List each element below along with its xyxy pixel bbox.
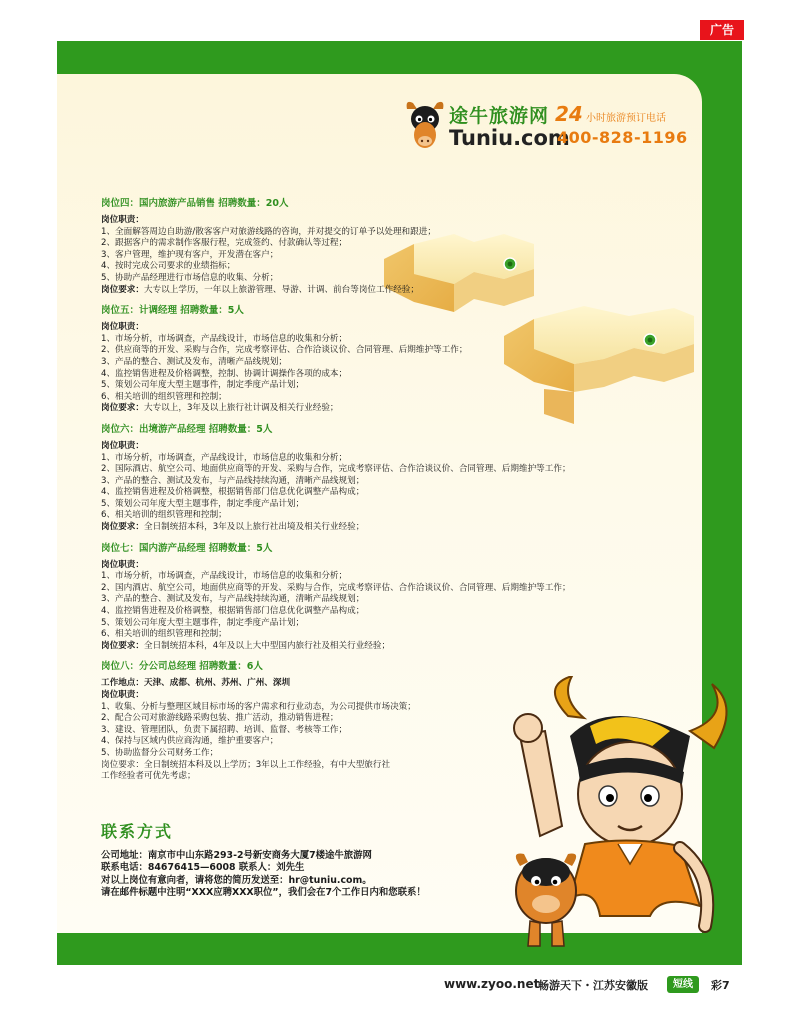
job-item — [101, 304, 701, 415]
duties-label: 岗位职责： — [101, 690, 144, 700]
requirement — [101, 285, 701, 297]
brand-name-en: Tuniu.com — [449, 126, 570, 150]
duty-line: 6、相关培训的组织管理和控制； — [101, 629, 227, 640]
brand-name-cn: 途牛旅游网 — [449, 105, 550, 127]
footer-section-badge: 短线 — [667, 976, 699, 993]
req-label: 岗位要求： — [101, 522, 144, 533]
hotline-label: 小时旅游预订电话 — [586, 113, 666, 124]
requirement — [101, 403, 701, 415]
req-text: 全日制统招本科，4年及以上大中型国内旅行社及相关行业经验； — [143, 640, 391, 651]
duties-label: 岗位职责： — [101, 215, 144, 225]
hotline-24: 24 — [555, 102, 583, 126]
duty-line: 4、监控销售进程及价格调整，根据销售部门信息优化调整产品构成； — [101, 606, 365, 617]
duty-line: 3、产品的整合、测试及发布，清晰产品线规划； — [101, 356, 287, 367]
duty-line: 1、市场分析，市场调查，产品线设计，市场信息的收集和分析； — [101, 333, 348, 344]
req-text: 全日制统招本科及以上学历；3年以上工作经验，有中大型旅行社 — [143, 759, 391, 770]
contact-address: 公司地址：南京市中山东路293-2号新安商务大厦7楼途牛旅游网 — [101, 850, 372, 861]
job-title: 岗位四：国内旅游产品销售 招聘数量：20人 — [101, 198, 289, 209]
duty-line: 1、市场分析，市场调查，产品线设计，市场信息的收集和分析； — [101, 452, 348, 463]
duty-line: 6、相关培训的组织管理和控制； — [101, 391, 227, 402]
req-text: 大专以上学历，一年以上旅游管理、导游、计调、前台等岗位工作经验； — [143, 284, 419, 295]
duty-line: 4、监控销售进程及价格调整，控制、协调计调操作各项的成本； — [101, 368, 348, 379]
duty-line: 3、客户管理，维护现有客户，开发潜在客户； — [101, 249, 279, 260]
ad-tag: 广告 — [700, 20, 744, 40]
duty-line: 3、建设、管理团队，负责下属招聘、培训、监督、考核等工作； — [101, 724, 348, 735]
duty-line: 1、全面解答周边自助游/散客客户对旅游线路的咨询，并对提交的订单予以处理和跟进； — [101, 226, 436, 237]
page-footer — [0, 972, 800, 998]
duties-label: 岗位职责： — [101, 440, 144, 451]
footer-site-link[interactable]: www.zyoo.net — [444, 977, 540, 991]
duties-label: 岗位职责： — [101, 322, 144, 333]
hotline-number: 400-828-1196 — [557, 128, 688, 147]
mascot-illustration — [500, 676, 760, 956]
duty-line: 2、供应商等的开发、采购与合作，完成考察评估、合作洽谈议价、合同管理、后期维护等工作； — [101, 345, 468, 356]
contact-phone: 联系电话：84676415—6008 联系人：刘先生 — [101, 862, 305, 874]
job-item — [101, 542, 701, 653]
req-label: 岗位要求： — [101, 640, 144, 651]
duties-label: 岗位职责： — [101, 559, 144, 570]
duty-line: 3、产品的整合、测试及发布，与产品线持续沟通，清晰产品线规划； — [101, 594, 365, 605]
footer-page-number: 彩7 — [711, 979, 730, 992]
contact-email[interactable]: 对以上岗位有意向者，请将您的简历发送至：hr@tuniu.com。 — [101, 874, 372, 886]
contact-title: 联系方式 — [101, 822, 174, 841]
duty-line: 6、相关培训的组织管理和控制； — [101, 510, 227, 521]
duty-line: 4、按时完成公司要求的业绩指标； — [101, 261, 236, 272]
duty-line: 2、跟据客户的需求制作客服行程，完成签约、付款确认等过程； — [101, 238, 348, 249]
footer-magazine: 畅游天下・江苏安徽版 — [538, 979, 648, 992]
duty-line: 2、配合公司对旅游线路采购包装、推广活动，推动销售进程； — [101, 713, 339, 724]
brand-logo[interactable] — [405, 99, 702, 159]
requirement-cont: 工作经验者可优先考虑； — [101, 771, 196, 782]
req-text: 大专以上，3年及以上旅行社计调及相关行业经验； — [143, 403, 339, 414]
duty-line: 1、收集、分析与整理区域目标市场的客户需求和行业动态，为公司提供市场决策； — [101, 701, 416, 712]
duty-line: 2、国际酒店、航空公司、地面供应商等的开发、采购与合作，完成考察评估、合作洽谈议价、合同管理、后期维护等工作； — [101, 464, 571, 475]
duty-line: 5、协助监督分公司财务工作； — [101, 747, 219, 758]
job-item — [101, 197, 701, 296]
job-title: 岗位五：计调经理 招聘数量：5人 — [101, 305, 244, 317]
req-label: 岗位要求： — [101, 759, 144, 770]
contact-note: 请在邮件标题中注明“XXX应聘XXX职位”，我们会在7个工作日内和您联系！ — [101, 887, 426, 899]
duty-line: 5、策划公司年度大型主题事件，制定季度产品计划； — [101, 380, 305, 391]
duty-line: 3、产品的整合、测试及发布，与产品线持续沟通，清晰产品线规划； — [101, 475, 365, 486]
cow-logo-icon — [405, 99, 445, 153]
job-title: 岗位七：国内游产品经理 招聘数量：5人 — [101, 542, 273, 554]
requirement — [101, 522, 701, 534]
job-title: 岗位六：出境游产品经理 招聘数量：5人 — [101, 423, 273, 435]
duty-line: 2、国内酒店、航空公司，地面供应商等的开发、采购与合作，完成考察评估、合作洽谈议价、合同管理、后期维护等工作； — [101, 582, 571, 593]
duty-line: 5、策划公司年度大型主题事件，制定季度产品计划； — [101, 498, 305, 509]
duty-line: 1、市场分析，市场调查，产品线设计，市场信息的收集和分析； — [101, 571, 348, 582]
job-item — [101, 423, 701, 534]
duty-line: 4、监控销售进程及价格调整，根据销售部门信息优化调整产品构成； — [101, 487, 365, 498]
req-label: 岗位要求： — [101, 403, 144, 414]
req-text: 全日制统招本科，3年及以上旅行社出境及相关行业经验； — [143, 522, 365, 533]
duty-line: 5、协助产品经理进行市场信息的收集、分析； — [101, 272, 279, 283]
duty-line: 5、策划公司年度大型主题事件，制定季度产品计划； — [101, 617, 305, 628]
duty-line: 4、保持与区域内供应商沟通，维护重要客户； — [101, 736, 279, 747]
contact-section — [101, 819, 541, 900]
job-title: 岗位八：分公司总经理 招聘数量：6人 — [101, 661, 263, 673]
work-location: 工作地点：天津、成都、杭州、苏州、广州、深圳 — [101, 678, 291, 689]
requirement — [101, 641, 701, 653]
req-label: 岗位要求： — [101, 284, 144, 295]
